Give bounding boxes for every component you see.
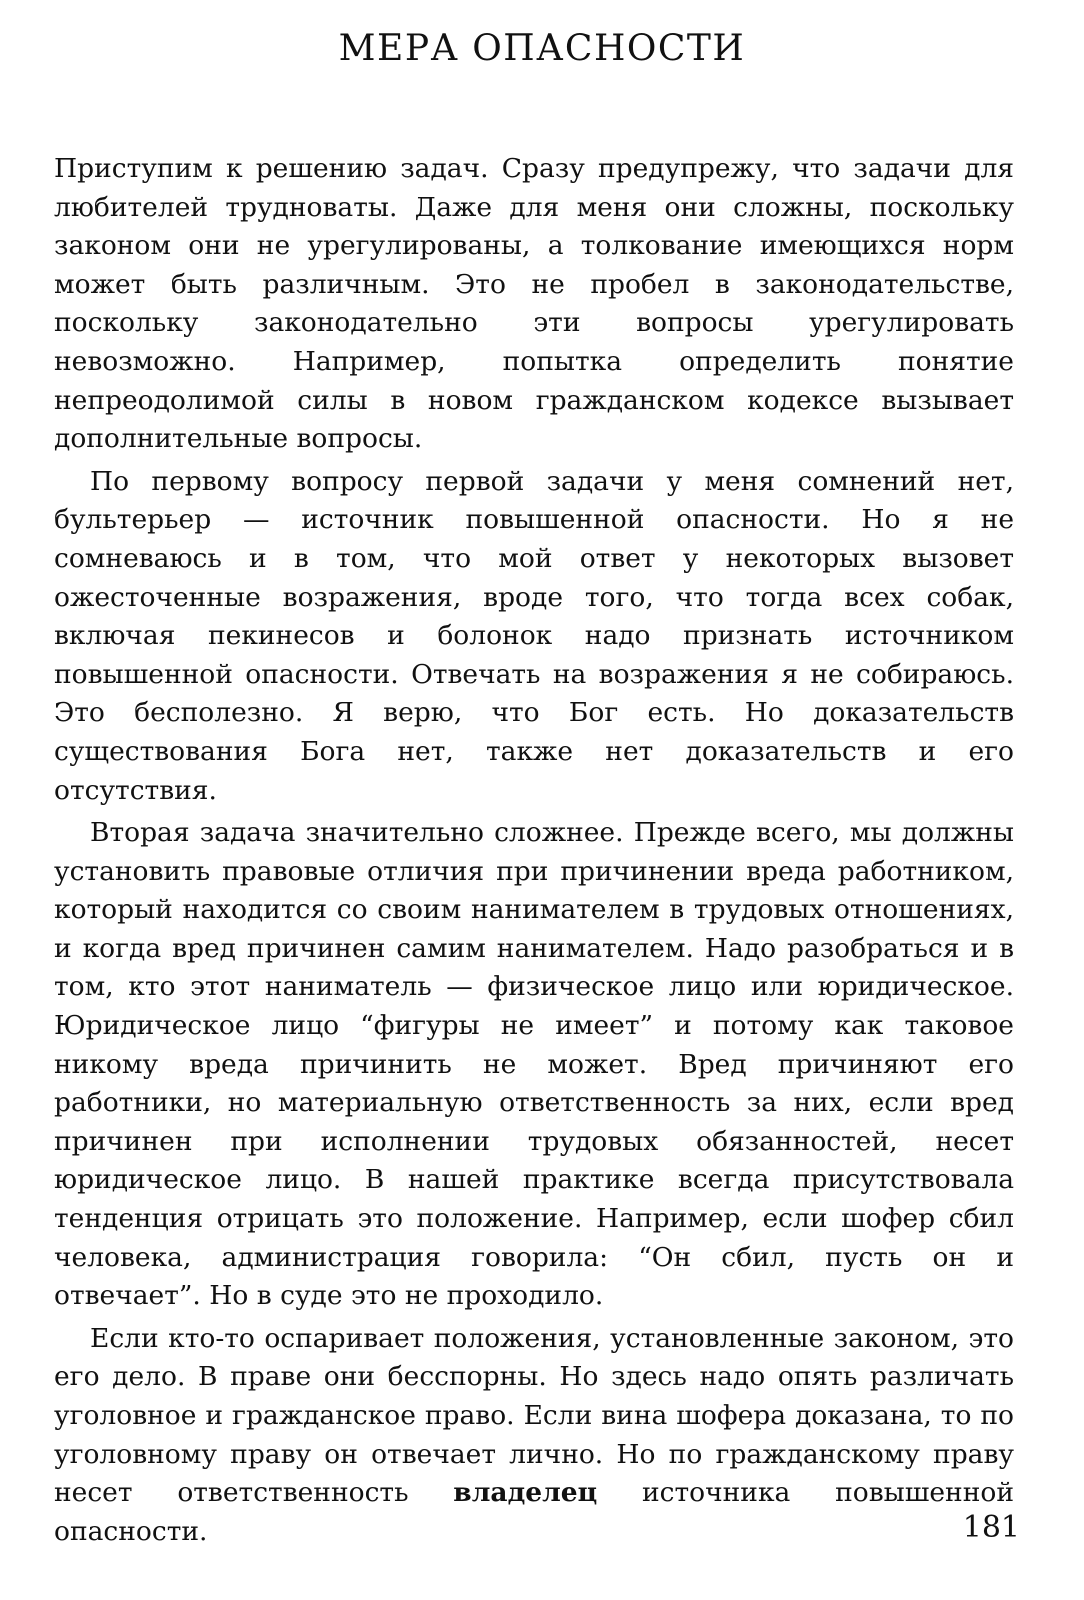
paragraph-3: Вторая задача значительно сложнее. Прежде всего, мы должны установить правовые отличия при причинении вреда работником, который находится со своим нанимателем в трудовых отношениях, и когда вред причинен самим нанимателем. Надо разобраться и в том, кто этот наниматель — физическое лицо или юридическое. Юридическое лицо “фигуры не имеет” и потому как таковое никому вреда причинить не может. Вред причиняют его работники, но материальную ответственность за них, если вред причинен при исполнении трудовых обязанностей, несет юридическое лицо. В нашей практике всегда присутствовала тенденция отрицать это положение. Например, если шофер сбил человека, администрация говорила: “Он сбил, пусть он и отвечает”. Но в суде это не проходило. <box>54 817 1014 1312</box>
running-header: МЕРА ОПАСНОСТИ <box>338 28 746 69</box>
paragraph-4 <box>54 1320 1014 1552</box>
paragraph-4-text-after: источника повышенной опасности. <box>54 1477 1014 1547</box>
body-text <box>54 150 1014 1551</box>
page-number: 181 <box>962 1510 1020 1545</box>
paragraph-4-bold-term: владелец <box>453 1477 598 1509</box>
paragraph-4-text-before: Если кто-то оспаривает положения, установленные законом, это его дело. В праве они бесспорны. Но здесь надо опять различать уголовное и гражданское право. Если вина шофера доказана, то по уголовному праву он отвечает лично. Но по гражданскому праву несет ответственность <box>54 1322 1014 1509</box>
paragraph-1: Приступим к решению задач. Сразу предупрежу, что задачи для любителей трудноваты. Даже для меня они сложны, поскольку законом они не урегулированы, а толкование имеющихся норм может быть различным. Это не пробел в законодательстве, поскольку законодательно эти вопросы урегулировать невозможно. Например, попытка определить понятие непреодолимой силы в новом гражданском кодексе вызывает дополнительные вопросы. <box>54 153 1014 455</box>
paragraph-2: По первому вопросу первой задачи у меня сомнений нет, бультерьер — источник повышенной опасности. Но я не сомневаюсь и в том, что мой ответ у некоторых вызовет ожесточенные возражения, вроде того, что тогда всех собак, включая пекинесов и болонок надо признать источником повышенной опасности. Отвечать на возражения я не собираюсь. Это бесполезно. Я верю, что Бог есть. Но доказательств существования Бога нет, также нет доказательств и его отсутствия. <box>54 465 1014 806</box>
